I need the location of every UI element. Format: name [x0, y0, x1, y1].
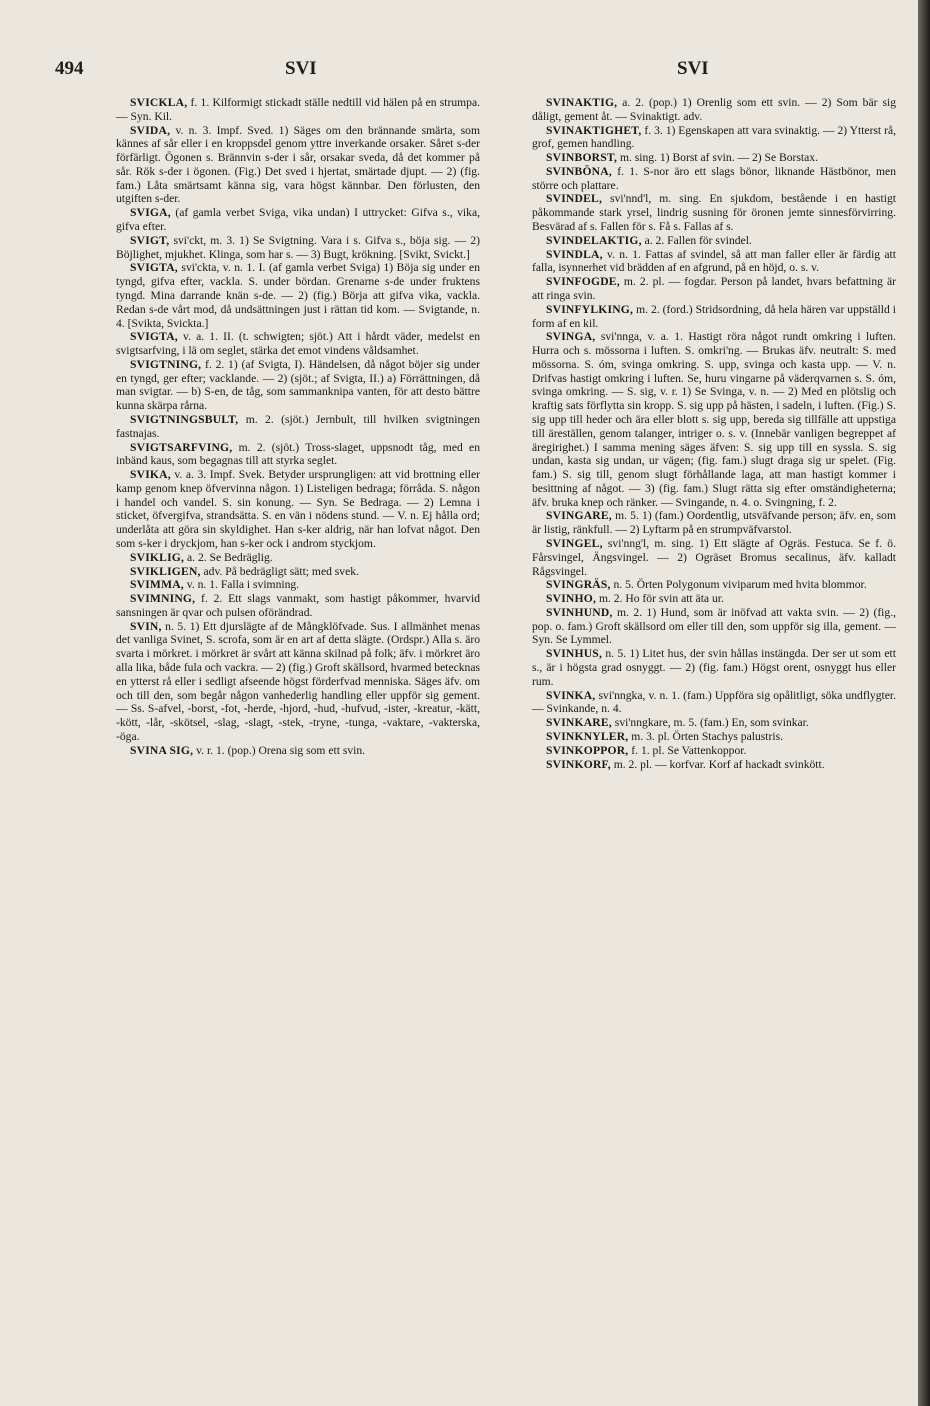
dictionary-entry: [532, 647, 896, 688]
entry-headword: SVIMNING,: [130, 592, 196, 606]
entry-definition: svi'nngka, v. n. 1. (fam.) Uppföra sig opålitligt, söka undflygter. — Svinkande, n. 4.: [532, 688, 896, 716]
entry-headword: SVIGT,: [130, 233, 170, 247]
entry-definition: m. 2. (sjöt.) Tross-slaget, uppsnodt tåg, med en inbänd kaus, som begagnas till att styrka seglet.: [116, 440, 480, 468]
entry-definition: v. n. 1. Fattas af svindel, så att man faller eller är färdig att falla, isynnerhet vid brädden af en afgrund, på en höjd, o. s. v.: [532, 247, 896, 275]
entry-definition: v. a. 1. II. (t. schwigten; sjöt.) Att i hårdt väder, medelst en svigtsarfving, i lä om seglet, stärka det emot vindens våldsamhet.: [116, 330, 480, 358]
dictionary-entry: [116, 330, 480, 358]
entry-headword: SVINGA,: [546, 330, 596, 344]
dictionary-entry: [116, 551, 480, 565]
dictionary-entry: [116, 744, 480, 758]
dictionary-entry: [116, 234, 480, 262]
entry-headword: SVINDELAKTIG,: [546, 233, 642, 247]
dictionary-entry: [532, 330, 896, 509]
entry-headword: SVINFYLKING,: [546, 302, 634, 316]
entry-definition: a. 2. Fallen för svindel.: [641, 233, 752, 247]
dictionary-entry: [532, 96, 896, 124]
dictionary-entry: [532, 730, 896, 744]
left-guide-word: SVI: [285, 58, 317, 79]
entry-headword: SVINKNYLER,: [546, 729, 629, 743]
entry-definition: v. r. 1. (pop.) Orena sig som ett svin.: [193, 743, 366, 757]
dictionary-entry: [532, 151, 896, 165]
entry-headword: SVINGARE,: [546, 509, 612, 523]
entry-definition: svi'nnd'l, m. sing. En sjukdom, bestående i en hastigt påkommande stark yrsel, lindrig susning för öronen jemte sinnesförvirring. Besvärad af s. Fallen för s. Få s. Fallas af s.: [532, 192, 896, 234]
entry-headword: SVIGA,: [130, 206, 171, 220]
dictionary-entry: [532, 192, 896, 233]
dictionary-entry: [532, 689, 896, 717]
entry-headword: SVIKLIG,: [130, 550, 185, 564]
entry-headword: SVINHO,: [546, 592, 597, 606]
entry-definition: m. 5. 1) (fam.) Oordentlig, utsväfvande person; äfv. en, som är listig, ränkfull. — 2) Lyftarm på en strumpväfvarstol.: [532, 509, 896, 537]
entry-definition: f. 1. pl. Se Vattenkoppor.: [628, 743, 747, 757]
entry-definition: m. 2. pl. — fogdar. Person på landet, hvars befattning är att ringa svin.: [532, 275, 896, 302]
dictionary-entry: [532, 234, 896, 248]
entry-headword: SVINKOPPOR,: [546, 743, 629, 757]
entry-headword: SVINKARE,: [546, 716, 612, 730]
entry-headword: SVIKA,: [130, 468, 171, 482]
entry-definition: f. 2. Ett slags vanmakt, som hastigt påkommer, hvarvid sansningen är qvar och pulsen oförändrad.: [116, 592, 480, 619]
entry-definition: m. 2. (sjöt.) Jernbult, till hvilken svigtningen fastnajas.: [116, 412, 480, 440]
entry-headword: SVIGTNING,: [130, 357, 202, 371]
entry-headword: SVICKLA,: [130, 96, 188, 109]
entry-headword: SVIMMA,: [130, 578, 184, 592]
entry-definition: v. n. 1. Falla i svimning.: [183, 578, 300, 592]
entry-headword: SVINKA,: [546, 688, 596, 702]
entry-headword: SVINGEL,: [546, 537, 603, 550]
entry-definition: svi'nnga, v. a. 1. Hastigt röra något rundt omkring i luften. Hurra och s. mössorna i luften. S. omkri'ng. — Brukas äfv. neutralt: S. med mössorna. S. óm, svinga omkring. S. upp, svinga och kasta upp. — V. n. Drifvas hastigt omkring i luften. Se, huru vingarne på väderqvarnen s. S. óm, svinga omkring. — S. sig, v. r. 1) Se Svinga, v. n. — 2) Med en plötslig och kraftig sats förflytta sin kropp. S. sig upp på hästen, i sadeln, i luften. (Fig.) S. sig upp till heder och ära eller blott s. sig upp, bereda sig tillfälle att uppstiga till äreställen, genom talanger, intriger o. s. v. (Innebär vanligen begreppet af äregirighet.) I samma mening säges äfven: S. sig upp till en syssla. S. sig undan, kasta sig undan, ur vägen; (fig. fam.) slugt draga sig ur spelet. (Fig. fam.) S. sig till, genom slugt förhållande laga, att man hastigt kommer i besittning af något. — 3) (fig. fam.) Slugt rätta sig efter omständigheterna; äfv. bruka knep och ränker. — Svingande, n. 4. o. Svingning, f. 2.: [532, 330, 896, 509]
entry-definition: adv. På bedrägligt sätt; med svek.: [200, 564, 359, 578]
entry-definition: n. 5. Örten Polygonum viviparum med hvita blommor.: [610, 578, 867, 592]
dictionary-entry: [116, 441, 480, 469]
dictionary-entry: [532, 275, 896, 303]
entry-headword: SVIGTA,: [130, 330, 178, 344]
entry-definition: v. n. 3. Impf. Sved. 1) Säges om den brännande smärta, som kännes af sår eller i en kroppsdel genom yttre inverkande orsaker. Såret s-der förfärligt. Ögonen s. Brännvin s-der i sår, orsakar sveda, då det kommer på sår. Rök s-der i ögonen. (Fig.) Det sved i hjertat, smärtade djupt. — 2) (fig. fam.) Låta smärtsamt känna sig, vara högst kännbar. Den förlusten, den utgiften s-der.: [116, 123, 480, 206]
dictionary-entry: [532, 537, 896, 578]
entry-headword: SVIDA,: [130, 123, 171, 137]
entry-headword: SVINHUS,: [546, 647, 603, 661]
entry-headword: SVINAKTIG,: [546, 96, 618, 109]
book-edge: [918, 0, 930, 1406]
entry-definition: m. 3. pl. Örten Stachys palustris.: [628, 729, 783, 743]
dictionary-entry: [116, 565, 480, 579]
entry-headword: SVIGTA,: [130, 261, 178, 275]
entry-definition: n. 5. 1) Ett djurslägte af de Mångklöfvade. Sus. I allmänhet menas det vanliga Svinet, S. scrofa, som är en art af detta slägte. (Ordspr.) Alla s. äro svarta i mörkret. i mörkret är svårt att känna skilnad på folk; äfv. i mörkret äro alla lika, både fula och vackra. — 2) (fig.) Groft skällsord, hvarmed betecknas en ytterst rå eller i sedligt afseende högst förderfvad menniska. Säges äfv. om och till den, som begår någon vanhederlig handling eller uppför sig gement. — Ss. S-afvel, -borst, -fot, -herde, -hjord, -hud, -hufvud, -ister, -kreatur, -kätt, -kött, -lår, -skötsel, -slag, -slagt, -stek, -tryne, -tunga, -vaktare, -vakterska, -öga.: [116, 619, 480, 743]
entry-headword: SVIN,: [130, 619, 162, 633]
entry-definition: a. 2. Se Bedräglig.: [184, 550, 273, 564]
dictionary-entry: [116, 620, 480, 744]
dictionary-entry: [116, 206, 480, 234]
entry-definition: m. 2. pl. — korfvar. Korf af hackadt svinkött.: [610, 757, 825, 771]
entry-headword: SVINDLA,: [546, 247, 603, 261]
entry-definition: f. 1. S-nor äro ett slags bönor, liknande Hästbönor, men större och plattare.: [532, 164, 896, 192]
right-column: [532, 96, 896, 771]
dictionary-entry: [116, 261, 480, 330]
entry-headword: SVINBÖNA,: [546, 164, 612, 178]
entry-headword: SVINGRÄS,: [546, 578, 611, 592]
entry-definition: f. 1. Kilformigt stickadt ställe nedtill vid hälen på en strumpa. — Syn. Kil.: [116, 96, 480, 123]
entry-definition: m. 2. Ho för svin att äta ur.: [596, 592, 724, 606]
entry-definition: m. sing. 1) Borst af svin. — 2) Se Borstax.: [617, 151, 818, 165]
dictionary-entry: [116, 358, 480, 413]
dictionary-entry: [532, 303, 896, 331]
entry-headword: SVINBORST,: [546, 151, 618, 165]
dictionary-entry: [532, 509, 896, 537]
entry-headword: SVIGTSARFVING,: [130, 440, 233, 454]
entry-headword: SVIGTNINGSBULT,: [130, 412, 239, 426]
entry-headword: SVINFOGDE,: [546, 275, 620, 289]
dictionary-entry: [116, 578, 480, 592]
entry-definition: n. 5. 1) Litet hus, der svin hållas instängda. Der ser ut som ett s., är i högsta grad osnyggt. — 2) (fig. fam.) Högst orent, osnyggt hus eller rum.: [532, 647, 896, 688]
page-number: 494: [55, 58, 84, 79]
dictionary-entry: [116, 124, 480, 207]
page-header: [0, 58, 918, 88]
entry-headword: SVINAKTIGHET,: [546, 123, 642, 137]
dictionary-entry: [116, 413, 480, 441]
right-guide-word: SVI: [677, 58, 709, 79]
entry-definition: a. 2. (pop.) 1) Orenlig som ett svin. — 2) Som bär sig dåligt, gement åt. — Svinaktigt. adv.: [532, 96, 896, 123]
entry-definition: svi'nng'l, m. sing. 1) Ett slägte af Ogräs. Festuca. Se f. ö. Fårsvingel, Ängsvingel. — 2) Ogräset Bromus secalinus, äfv. kalladt Rågsvingel.: [532, 537, 896, 578]
left-column: [116, 96, 480, 758]
entry-headword: SVIKLIGEN,: [130, 564, 201, 578]
entry-headword: SVINHUND,: [546, 605, 613, 619]
dictionary-entry: [532, 578, 896, 592]
dictionary-entry: [532, 165, 896, 193]
entry-headword: SVINKORF,: [546, 757, 611, 771]
entry-headword: SVINA SIG,: [130, 743, 194, 757]
entry-definition: svi'nngkare, m. 5. (fam.) En, som svinkar.: [611, 716, 809, 730]
entry-definition: f. 3. 1) Egenskapen att vara svinaktig. — 2) Ytterst rå, grof, gemen handling.: [532, 123, 896, 151]
entry-definition: v. a. 3. Impf. Svek. Betyder ursprungligen: att vid brottning eller kamp genom knep öfvervinna någon. 1) Listeligen bedraga; förråda. S. någon i handel och vandel. S. sin konung. — Syn. Se Bedraga. — 2) Lemna i sticket, öfvergifva, strandsätta. S. en vän i nödens stund. — V. n. Ej hålla ord; underlåta att göra sin skyldighet. Han s-ker aldrig, när han lofvat något. Den som s-ker i dryckjom, han s-ker ock i androm styckjom.: [116, 468, 480, 550]
entry-definition: svi'ckt, m. 3. 1) Se Svigtning. Vara i s. Gifva s., böja sig. — 2) Böjlighet, mjukhet. Klinga, som har s. — 3) Bugt, krökning. [Svikt, Svickt.]: [116, 233, 480, 261]
dictionary-entry: [532, 124, 896, 152]
dictionary-entry: [532, 606, 896, 647]
entry-definition: (af gamla verbet Sviga, vika undan) I uttrycket: Gifva s., vika, gifva efter.: [116, 206, 480, 234]
dictionary-entry: [116, 468, 480, 551]
entry-definition: f. 2. 1) (af Svigta, I). Händelsen, då något böjer sig under en tyngd, ger efter; vacklande. — 2) (sjöt.; af Svigta, II.) a) Förrättningen, då man svigtar. — b) S-en, de tåg, som sammanknipa vanten, för att desto bättre kunna skärpa rårna.: [116, 357, 480, 413]
dictionary-entry: [532, 744, 896, 758]
dictionary-entry: [532, 248, 896, 276]
entry-definition: m. 2. 1) Hund, som är inöfvad att vakta svin. — 2) (fig., pop. o. fam.) Groft skällsord om eller till den, som uppför sig illa, gement. — Syn. Se Lymmel.: [532, 605, 896, 647]
entry-definition: svi'ckta, v. n. 1. I. (af gamla verbet Sviga) 1) Böja sig under en tyngd, gifva efter, vackla. S. under bördan. Grenarne s-de under fruktens tyngd. Mina darrande knän s-de. — 2) (fig.) Börja att gifva vika, vackla. Redan s-de vårt mod, då undsättningen just i rättan tid kom. — Svigtande, n. 4. [Svikta, Svickta.]: [116, 261, 480, 330]
entry-definition: m. 2. (ford.) Stridsordning, då hela hären var uppställd i form af en kil.: [532, 302, 896, 330]
dictionary-entry: [116, 96, 480, 124]
dictionary-entry: [532, 716, 896, 730]
dictionary-entry: [532, 758, 896, 772]
dictionary-entry: [532, 592, 896, 606]
entry-headword: SVINDEL,: [546, 192, 603, 206]
dictionary-entry: [116, 592, 480, 620]
